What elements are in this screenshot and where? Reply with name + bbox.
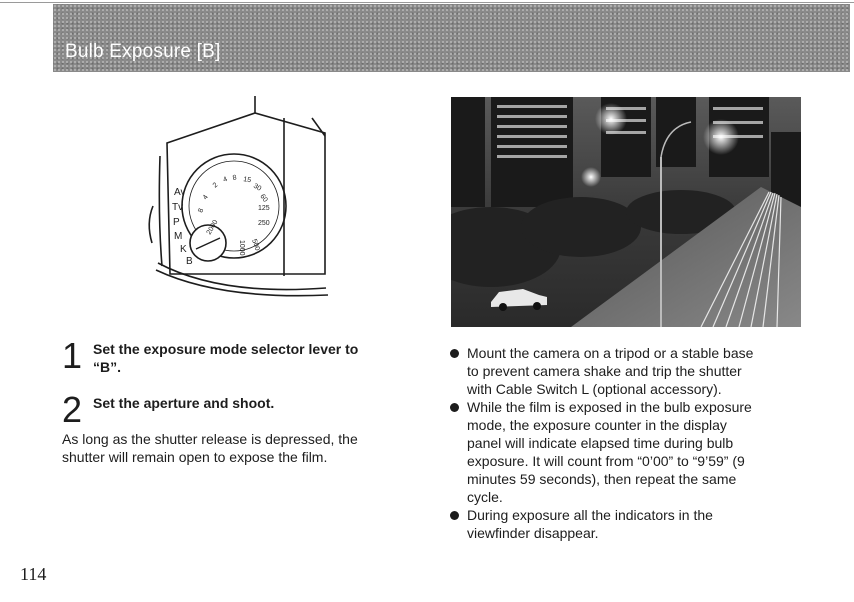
bullet-2-line-4: exposure. It will count from “0’00” to “9’59” (9 — [467, 453, 745, 469]
bullet-1-line-2: to prevent camera shake and trip the shutter — [467, 363, 742, 379]
list-item — [447, 344, 802, 398]
dial-label-15: 15 — [242, 176, 252, 185]
body-paragraph — [62, 430, 407, 466]
bullet-icon — [450, 511, 459, 520]
step-2-number: 2 — [62, 389, 83, 430]
mode-label-p: P — [173, 217, 180, 228]
dial-label-125: 125 — [258, 205, 270, 212]
step-1-text-line2: “B”. — [93, 359, 121, 375]
bullet-2-line-2: mode, the exposure counter in the display — [467, 417, 727, 433]
dial-label-500: 500 — [250, 238, 261, 252]
mode-label-m: M — [174, 231, 183, 242]
step-1-text-line1: Set the exposure mode selector lever to — [93, 341, 359, 357]
bullet-1-line-3: with Cable Switch L (optional accessory). — [467, 381, 722, 397]
mode-label-tv: Tv — [172, 202, 184, 213]
bullet-2-line-3: panel will indicate elapsed time during bulb — [467, 435, 734, 451]
dial-label-2000: 2000 — [205, 219, 220, 236]
bullet-1-line-1: Mount the camera on a tripod or a stable base — [467, 345, 754, 361]
mode-label-k: K — [180, 244, 187, 255]
section-title: Bulb Exposure [B] — [65, 41, 221, 62]
body-line-1: As long as the shutter release is depressed, the — [62, 431, 358, 447]
dial-label-30: 30 — [252, 182, 263, 193]
dial-label-1000: 1000 — [238, 240, 245, 256]
mode-dial-illustration — [70, 88, 400, 310]
step-1-number: 1 — [62, 335, 83, 376]
notes-list — [447, 344, 802, 542]
top-rule — [0, 2, 854, 3]
section-banner — [53, 4, 850, 72]
bullet-3-line-1: During exposure all the indicators in the — [467, 507, 713, 523]
dial-label-8b: 8 — [197, 207, 206, 214]
step-2-text-line1: Set the aperture and shoot. — [93, 395, 275, 411]
dial-label-60: 60 — [258, 193, 269, 204]
dial-label-8: 8 — [232, 174, 238, 182]
bullet-icon — [450, 349, 459, 358]
night-street-photo — [451, 97, 801, 327]
mode-label-b: B — [186, 256, 193, 267]
bullet-2-line-1: While the film is exposed in the bulb exposure — [467, 399, 752, 415]
body-line-2: shutter will remain open to expose the film. — [62, 449, 328, 465]
dial-label-4b: 4 — [201, 193, 210, 202]
dial-label-2: 2 — [211, 181, 220, 190]
bullet-icon — [450, 403, 459, 412]
bullet-2-line-6: cycle. — [467, 489, 503, 505]
bullet-2-line-5: minutes 59 seconds), then repeat the same — [467, 471, 737, 487]
list-item — [447, 398, 802, 506]
mode-label-av: Av — [174, 187, 186, 198]
dial-label-250: 250 — [258, 220, 270, 227]
page-number: 114 — [20, 564, 47, 584]
bullet-3-line-2: viewfinder disappear. — [467, 525, 599, 541]
shutter-dial — [182, 154, 286, 261]
dial-label-4: 4 — [222, 175, 229, 184]
list-item — [447, 506, 802, 542]
